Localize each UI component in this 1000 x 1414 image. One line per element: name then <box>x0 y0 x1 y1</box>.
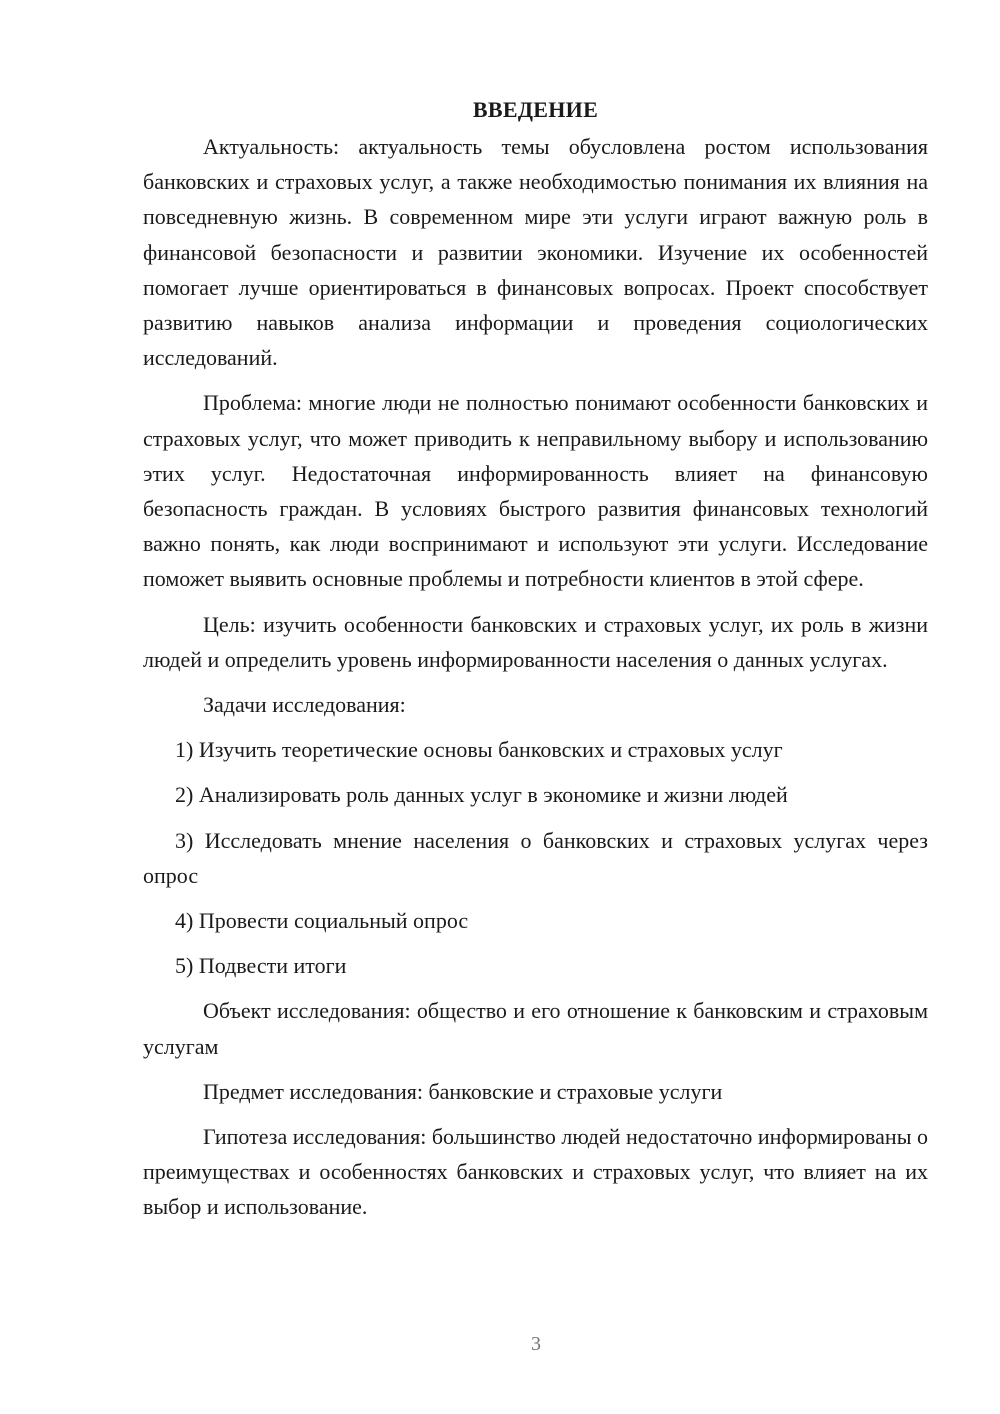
paragraph-object: Объект исследования: общество и его отношение к банковским и страховым услугам <box>143 998 928 1059</box>
page-title: ВВЕДЕНИЕ <box>472 97 599 122</box>
list-item: 5) Подвести итоги <box>175 953 347 979</box>
tasks-list <box>143 732 928 983</box>
paragraph-subject: Предмет исследования: банковские и страховые услуги <box>203 1078 723 1104</box>
paragraph-hypothesis: Гипотеза исследования: большинство людей недостаточно информированы о преимуществах и особенностях банковских и страховых услуг, что влияет на их выбор и использование. <box>143 1124 928 1220</box>
paragraph-problem: Проблема: многие люди не полностью понимают особенности банковских и страховых услуг, что может приводить к неправильному выбору и использованию этих услуг. Недостаточная информированность влияет на финансовую безопасность граждан. В условиях быстрого развития финансовых технологий важно понять, как люди воспринимают и используют эти услуги. Исследование поможет выявить основные проблемы и потребности клиентов в этой сфере. <box>143 390 928 592</box>
paragraph-relevance: Актуальность: актуальность темы обусловлена ростом использования банковских и страховых услуг, а также необходимостью понимания их влияния на повседневную жизнь. В современном мире эти услуги играют важную роль в финансовой безопасности и развитии экономики. Изучение их особенностей помогает лучше ориентироваться в финансовых вопросах. Проект способствует развитию навыков анализа информации и проведения социологических исследований. <box>143 134 928 371</box>
list-item: 4) Провести социальный опрос <box>175 908 469 934</box>
list-item: 3) Исследовать мнение населения о банковских и страховых услугах через опрос <box>143 827 928 888</box>
paragraph-goal: Цель: изучить особенности банковских и страховых услуг, их роль в жизни людей и определить уровень информированности населения о данных услугах. <box>143 611 928 672</box>
document-page <box>143 92 928 1235</box>
list-item: 1) Изучить теоретические основы банковских и страховых услуг <box>175 737 783 763</box>
page-number: 3 <box>531 1333 541 1355</box>
tasks-heading: Задачи исследования: <box>203 692 406 718</box>
list-item: 2) Анализировать роль данных услуг в экономике и жизни людей <box>175 782 788 808</box>
